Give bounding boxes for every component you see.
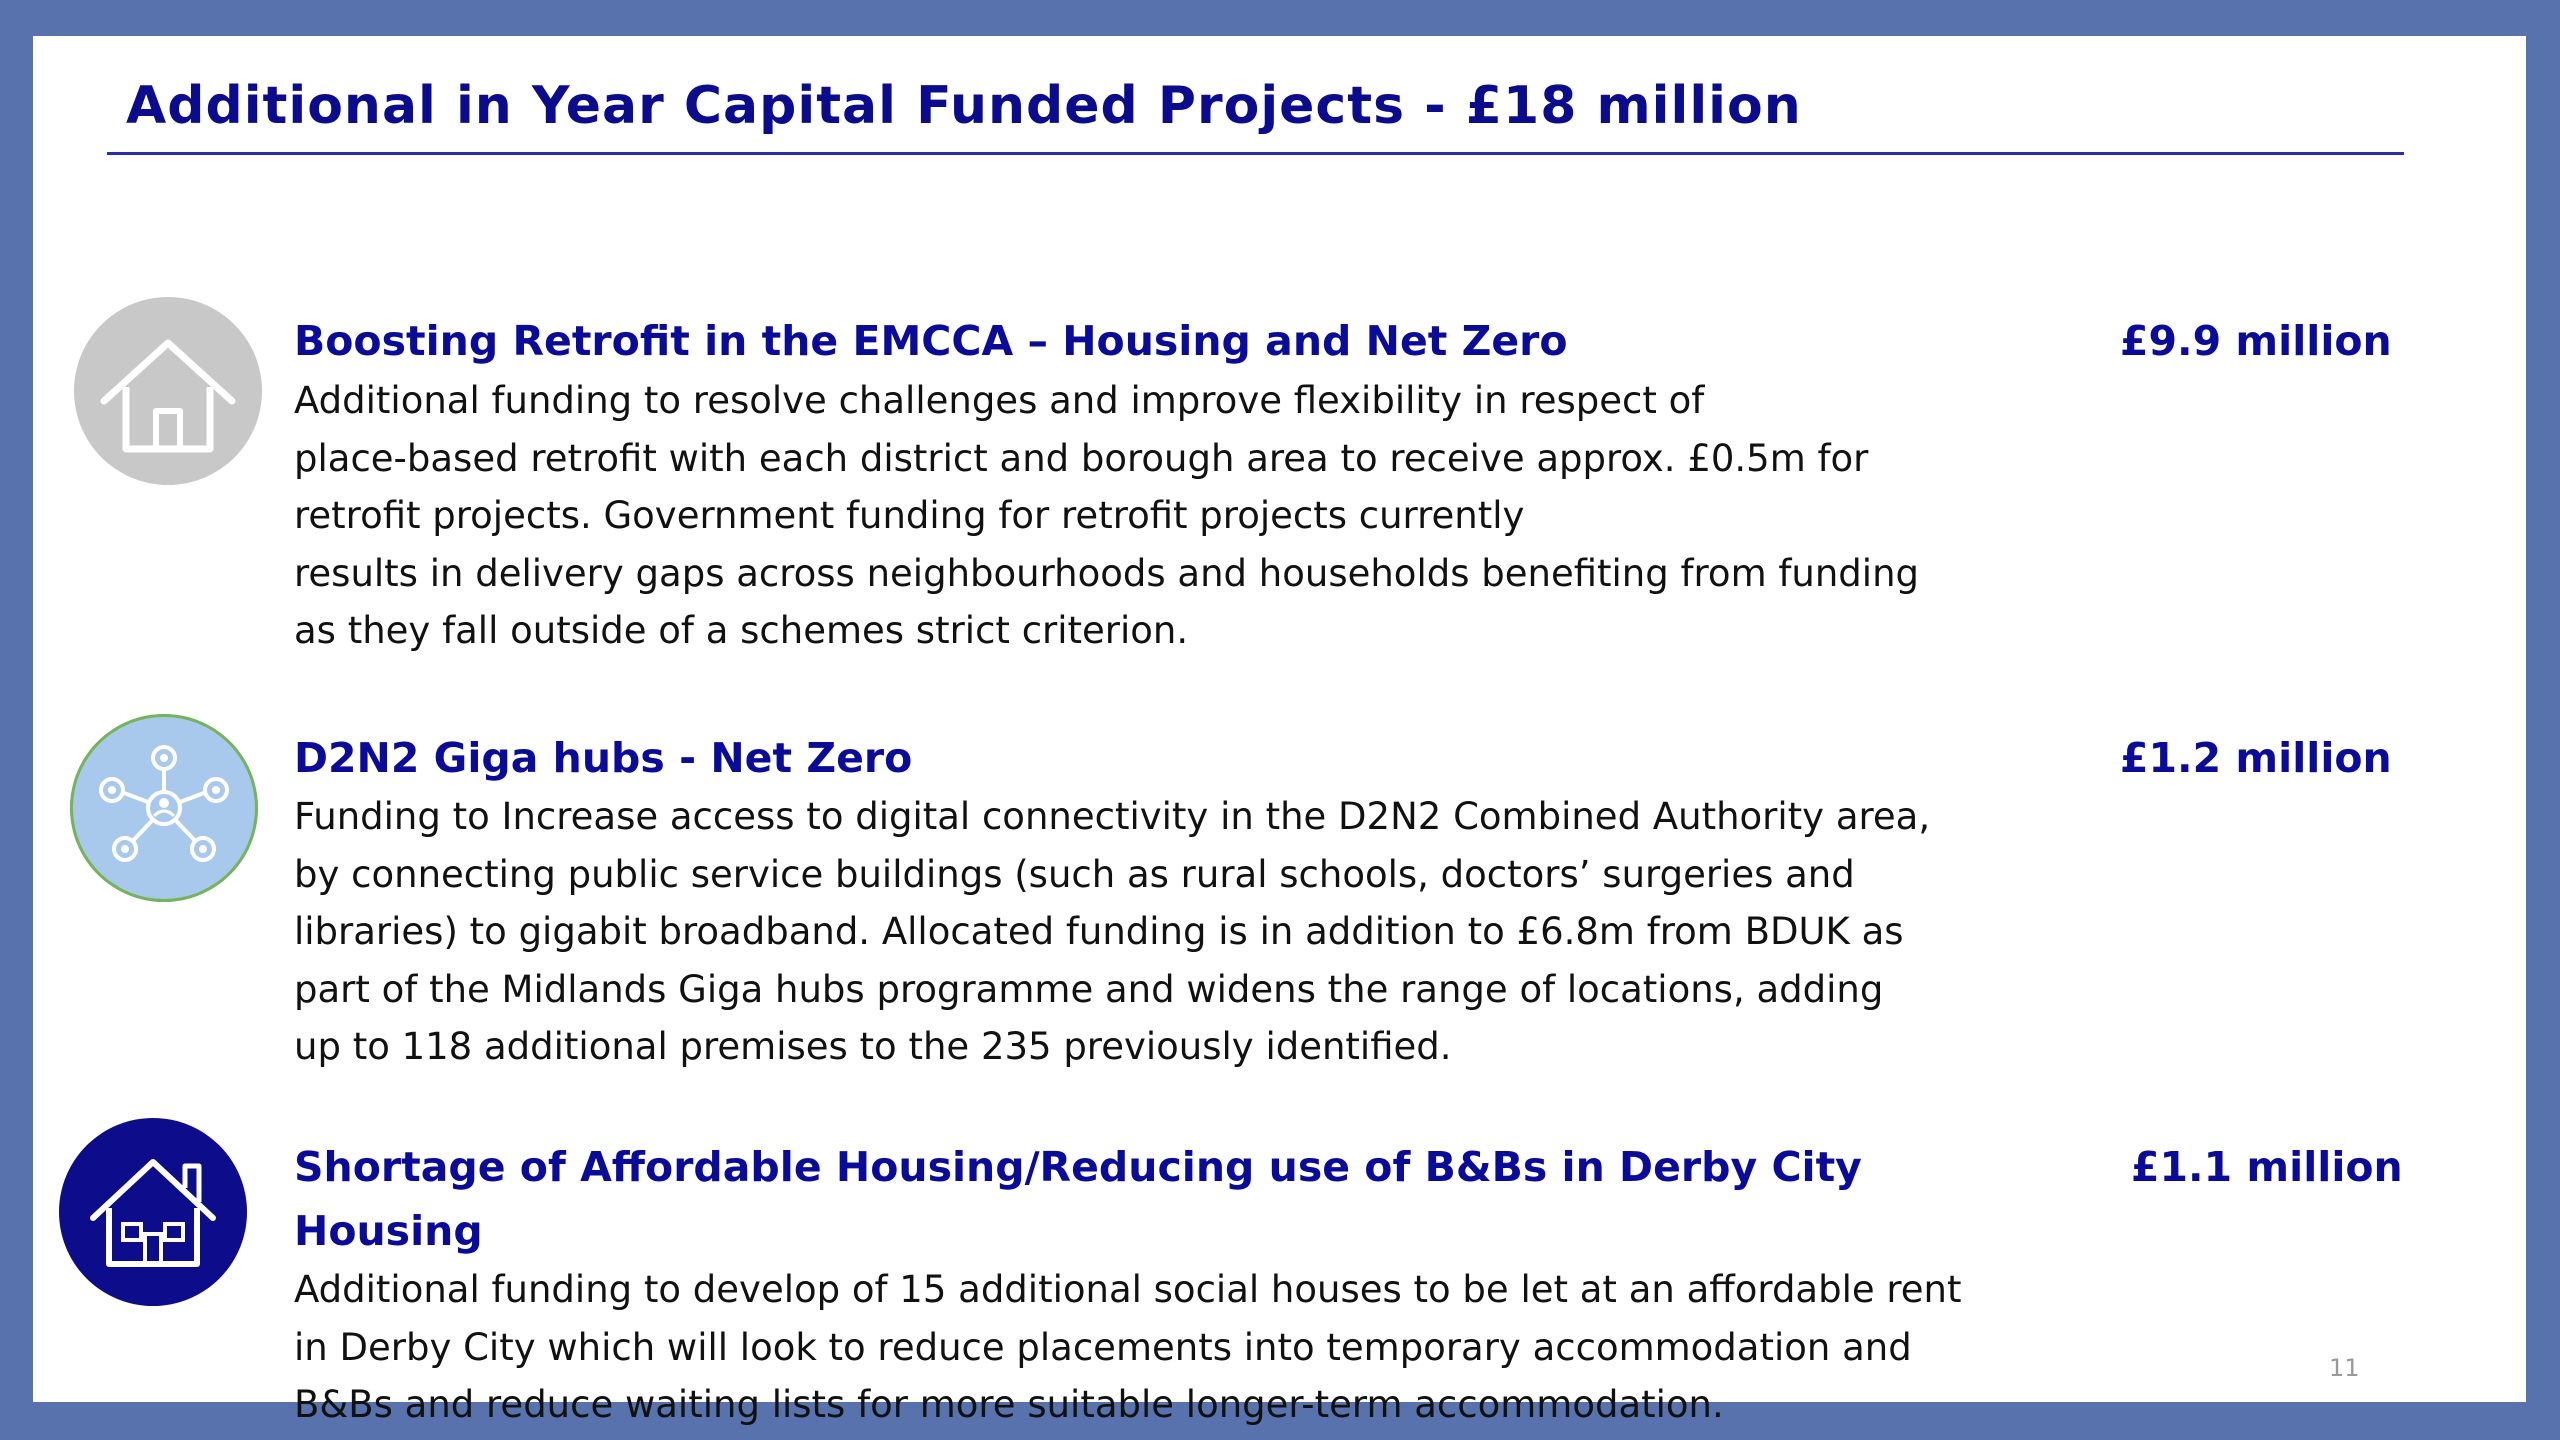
description-line: Additional funding to resolve challenges and improve flexibility in respect of bbox=[294, 379, 1705, 422]
description-line: Funding to Increase access to digital connectivity in the D2N2 Combined Authority area, bbox=[294, 795, 1931, 838]
slide-title: Additional in Year Capital Funded Projects - £18 million bbox=[126, 76, 1802, 136]
project-amount: £1.2 million bbox=[2120, 734, 2392, 782]
network-hub-icon-svg bbox=[70, 714, 258, 902]
house-chimney-icon bbox=[59, 1118, 247, 1306]
description-line: in Derby City which will look to reduce placements into temporary accommodation and bbox=[294, 1325, 1912, 1369]
project-description bbox=[294, 788, 1930, 1076]
title-underline bbox=[107, 152, 2404, 155]
project-description bbox=[294, 1261, 1962, 1434]
description-line: as they fall outside of a schemes strict criterion. bbox=[294, 609, 1189, 652]
description-line: libraries) to gigabit broadband. Allocated funding is in addition to £6.8m from BDUK as bbox=[294, 910, 1904, 953]
project-amount: £9.9 million bbox=[2120, 317, 2392, 365]
project-description bbox=[294, 372, 1919, 660]
description-line: place-based retrofit with each district and borough area to receive approx. £0.5m for bbox=[294, 436, 1869, 480]
slide bbox=[33, 36, 2526, 1426]
description-line: retrofit projects. Government funding for retrofit projects currently bbox=[294, 494, 1525, 537]
description-line: by connecting public service buildings (such as rural schools, doctors’ surgeries and bbox=[294, 852, 1855, 896]
house-outline-icon bbox=[74, 297, 262, 485]
project-title: D2N2 Giga hubs - Net Zero bbox=[294, 734, 913, 782]
project-amount: £1.1 million bbox=[2131, 1143, 2403, 1191]
project-title bbox=[294, 1135, 1862, 1263]
description-line: up to 118 additional premises to the 235 previously identified. bbox=[294, 1025, 1452, 1068]
description-line: results in delivery gaps across neighbourhoods and households benefiting from funding bbox=[294, 551, 1920, 595]
description-line: B&Bs and reduce waiting lists for more suitable longer-term accommodation. bbox=[294, 1383, 1724, 1426]
description-line: Additional funding to develop of 15 additional social houses to be let at an affordable rent bbox=[294, 1268, 1962, 1311]
house-chimney-icon-svg bbox=[59, 1118, 247, 1306]
network-hub-icon bbox=[70, 714, 258, 902]
project-title-line: Housing bbox=[294, 1207, 483, 1255]
description-line: part of the Midlands Giga hubs programme and widens the range of locations, adding bbox=[294, 967, 1884, 1011]
house-outline-icon-svg bbox=[74, 297, 262, 485]
page-number: 11 bbox=[2329, 1354, 2360, 1382]
project-title: Boosting Retrofit in the EMCCA – Housing and Net Zero bbox=[294, 317, 1568, 365]
project-title-line: Shortage of Affordable Housing/Reducing use of B&Bs in Derby City bbox=[294, 1143, 1862, 1191]
